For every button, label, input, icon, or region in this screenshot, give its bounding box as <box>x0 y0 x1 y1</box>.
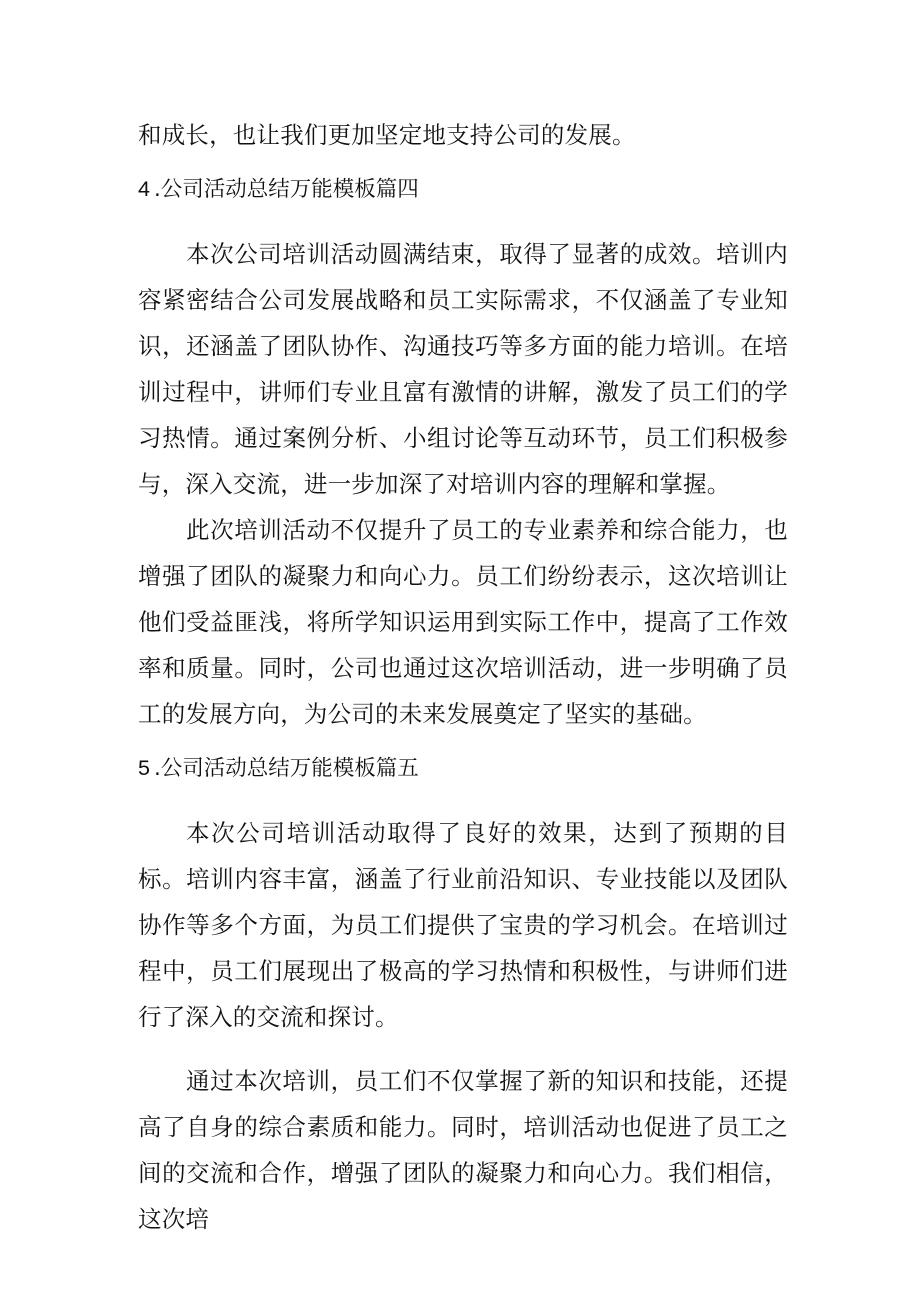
section-heading-5 <box>138 745 788 792</box>
section5-paragraph-1: 本次公司培训活动取得了良好的效果，达到了预期的目标。培训内容丰富，涵盖了行业前沿知识、专业技能以及团队协作等多个方面，为员工们提供了宝贵的学习机会。在培训过程中，员工们展现出了极高的学习热情和积极性，与讲师们进行了深入的交流和探讨。 <box>138 819 788 1031</box>
spacer <box>138 1040 788 1058</box>
section-heading-4 <box>138 166 788 213</box>
section-title-4: .公司活动总结万能模板篇四 <box>153 177 419 202</box>
section4-paragraph-2: 此次培训活动不仅提升了员工的专业素养和综合能力，也增强了团队的凝聚力和向心力。员工们纷纷表示，这次培训让他们受益匪浅，将所学知识运用到实际工作中，提高了工作效率和质量。同时，公司也通过这次培训活动，进一步明确了员工的发展方向，为公司的未来发展奠定了坚实的基础。 <box>138 516 788 728</box>
section5-paragraph-2: 通过本次培训，员工们不仅掌握了新的知识和技能，还提高了自身的综合素质和能力。同时，培训活动也促进了员工之间的交流和合作，增强了团队的凝聚力和向心力。我们相信，这次培 <box>138 1067 788 1233</box>
spacer <box>138 737 788 745</box>
spacer <box>138 792 788 810</box>
section-number-4: 4 <box>138 177 150 201</box>
document-body <box>138 112 788 1242</box>
section-title-5: .公司活动总结万能模板篇五 <box>153 756 419 781</box>
spacer <box>138 158 788 166</box>
section-number-5: 5 <box>138 756 150 780</box>
continuation-paragraph: 和成长，也让我们更加坚定地支持公司的发展。 <box>138 121 636 149</box>
section4-paragraph-1: 本次公司培训活动圆满结束，取得了显著的成效。培训内容紧密结合公司发展战略和员工实际需求，不仅涵盖了专业知识，还涵盖了团队协作、沟通技巧等多方面的能力培训。在培训过程中，讲师们专业且富有激情的讲解，激发了员工们的学习热情。通过案例分析、小组讨论等互动环节，员工们积极参与，深入交流，进一步加深了对培训内容的理解和掌握。 <box>138 240 788 498</box>
spacer <box>138 213 788 231</box>
